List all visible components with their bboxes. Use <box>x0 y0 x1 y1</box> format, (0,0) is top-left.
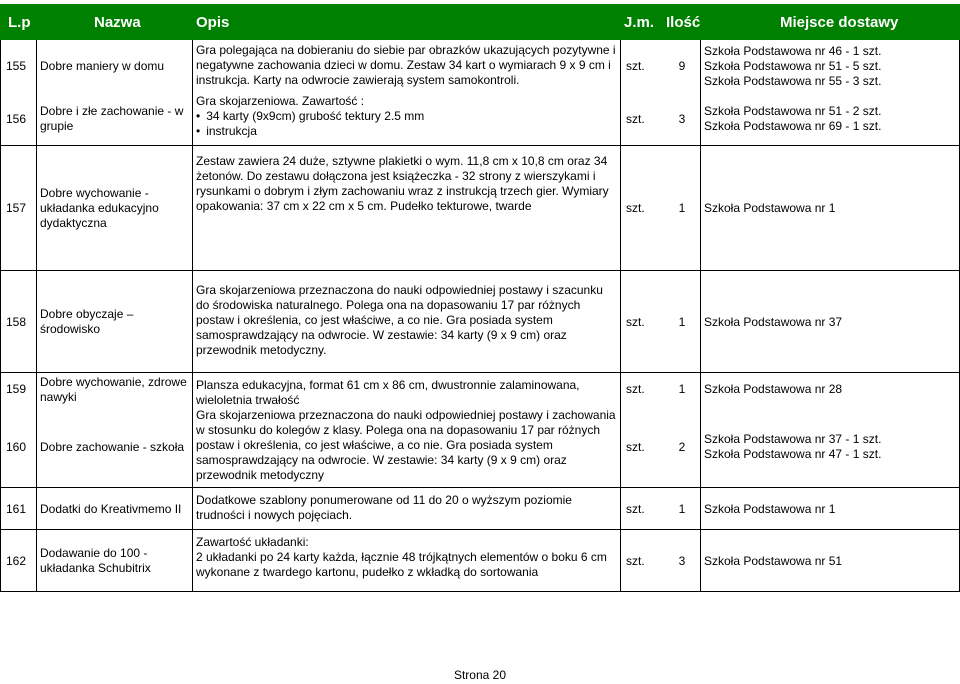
row-desc <box>196 530 616 592</box>
desc-bullets <box>196 109 616 139</box>
row-dest: Szkoła Podstawowa nr 1 <box>704 501 836 516</box>
row-name: Dodawanie do 100 - układanka Schubitrix <box>40 546 151 575</box>
header-qty: Ilość <box>666 14 701 31</box>
table-row <box>0 373 960 406</box>
table-row <box>0 488 960 530</box>
page-number: Strona 20 <box>453 668 507 682</box>
row-unit: szt. <box>626 111 645 126</box>
row-desc: Plansza edukacyjna, format 61 cm x 86 cm, dwustronnie zalaminowana, wieloletnia trwałość <box>196 378 580 407</box>
row-unit: szt. <box>626 501 645 516</box>
bullet-item: • instrukcja <box>196 124 616 139</box>
dest-line: Szkoła Podstawowa nr 51 - 5 szt. <box>704 58 882 73</box>
row-unit: szt. <box>626 439 645 454</box>
row-qty: 1 <box>678 501 686 516</box>
table-header <box>0 4 960 40</box>
row-qty: 1 <box>678 314 686 329</box>
table-row-group <box>0 40 960 146</box>
row-dest: Szkoła Podstawowa nr 37 <box>704 314 843 329</box>
row-lp: 158 <box>6 314 27 329</box>
row-unit: szt. <box>626 382 645 396</box>
row-qty: 2 <box>678 439 686 454</box>
header-lp: L.p <box>8 14 31 31</box>
row-qty: 1 <box>678 382 686 396</box>
row-qty: 3 <box>678 553 686 568</box>
row-unit: szt. <box>626 58 645 73</box>
row-qty: 3 <box>678 111 686 126</box>
row-name: Dobre wychowanie, zdrowe nawyki <box>40 374 187 404</box>
row-dest <box>704 40 958 92</box>
row-name: Dodatki do Kreativmemo II <box>40 501 182 516</box>
dest-line: Szkoła Podstawowa nr 47 - 1 szt. <box>704 447 882 461</box>
row-lp: 160 <box>6 439 27 454</box>
row-desc: Zestaw zawiera 24 duże, sztywne plakietki o wym. 11,8 cm x 10,8 cm oraz 34 żetonów. Do zestawu dołączona jest książeczka - 32 strony z wierszykami i rysunkami o dobrym i złym zachowaniu wraz z instrukcją trzech gier. Wymiary opakowania: 37 cm x 22 cm x 5 cm. Pudełko tekturowe, twarde <box>196 154 609 213</box>
row-qty: 9 <box>678 58 686 73</box>
row-unit: szt. <box>626 201 645 215</box>
row-name: Dobre i złe zachowanie - w grupie <box>40 104 184 133</box>
row-desc: Dodatkowe szablony ponumerowane od 11 do 20 o wyższym poziomie trudności i nowych pojęciach. <box>196 493 572 522</box>
bullet-item: • 34 karty (9x9cm) grubość tektury 2.5 mm <box>196 109 616 124</box>
row-dest <box>704 406 958 488</box>
table-row <box>0 92 960 146</box>
row-lp: 157 <box>6 201 27 215</box>
table-row <box>0 40 960 92</box>
row-lp: 161 <box>6 501 27 516</box>
row-lp: 155 <box>6 58 27 73</box>
row-unit: szt. <box>626 553 645 568</box>
row-qty: 1 <box>678 201 686 215</box>
row-name: Dobre wychowanie - układanka edukacyjno dydaktyczna <box>40 186 159 230</box>
dest-line: Szkoła Podstawowa nr 51 - 2 szt. <box>704 104 882 118</box>
row-name: Dobre maniery w domu <box>40 58 165 73</box>
row-unit: szt. <box>626 314 645 329</box>
header-dest: Miejsce dostawy <box>780 14 899 31</box>
row-lp: 156 <box>6 111 27 126</box>
table-row <box>0 146 960 271</box>
table-row <box>0 406 960 488</box>
row-dest: Szkoła Podstawowa nr 1 <box>704 201 836 215</box>
row-desc <box>196 92 616 146</box>
dest-line: Szkoła Podstawowa nr 46 - 1 szt. <box>704 43 882 58</box>
row-dest: Szkoła Podstawowa nr 51 <box>704 553 843 568</box>
row-lp: 159 <box>6 382 27 396</box>
table-row <box>0 530 960 592</box>
table-row <box>0 271 960 373</box>
header-name: Nazwa <box>94 14 141 31</box>
dest-line: Szkoła Podstawowa nr 55 - 3 szt. <box>704 73 882 88</box>
row-lp: 162 <box>6 553 27 568</box>
desc-text: 2 układanki po 24 karty każda, łącznie 48 trójkątnych elementów o boku 6 cm wykonane z twardego kartonu, pudełko z wkładką do sortowania <box>196 550 607 579</box>
table-row-group <box>0 373 960 488</box>
row-desc: Gra skojarzeniowa przeznaczona do nauki odpowiedniej postawy i szacunku do środowiska naturalnego. Polega ona na dopasowaniu 17 par różnych postaw i określenia, co jest właściwe, a co nie. Gra posiada system samosprawdzający na odwrocie. W zestawie: 34 karty (9 x 9 cm) oraz przewodnik metodyczny. <box>196 283 603 357</box>
desc-text: Gra skojarzeniowa. Zawartość : <box>196 94 365 108</box>
row-dest: Szkoła Podstawowa nr 28 <box>704 382 843 396</box>
header-desc: Opis <box>196 14 230 31</box>
desc-title: Zawartość układanki: <box>196 535 309 549</box>
dest-line: Szkoła Podstawowa nr 37 - 1 szt. <box>704 432 882 446</box>
row-name: Dobre obyczaje – środowisko <box>40 307 134 336</box>
row-dest <box>704 92 958 146</box>
header-unit: J.m. <box>624 14 655 31</box>
row-desc: Gra skojarzeniowa przeznaczona do nauki odpowiedniej postawy i zachowania w stosunku do kolegów z klasy. Polega ona na dopasowaniu 17 par różnych postaw i określenia, co jest właściwe, a co nie. Gra posiada system samosprawdzający na odwrocie. W zestawie: 34 karty (9 x 9 cm) oraz przewodnik metodyczny <box>196 408 616 482</box>
row-name: Dobre zachowanie - szkoła <box>40 439 185 454</box>
dest-line: Szkoła Podstawowa nr 69 - 1 szt. <box>704 119 882 133</box>
row-desc: Gra polegająca na dobieraniu do siebie par obrazków ukazujących pozytywne i negatywne zachowania dzieci w domu. Zestaw 34 kart o wymiarach 9 x 9 cm i instrukcja. Karty na odwrocie zawierają system samokontroli. <box>196 43 616 87</box>
